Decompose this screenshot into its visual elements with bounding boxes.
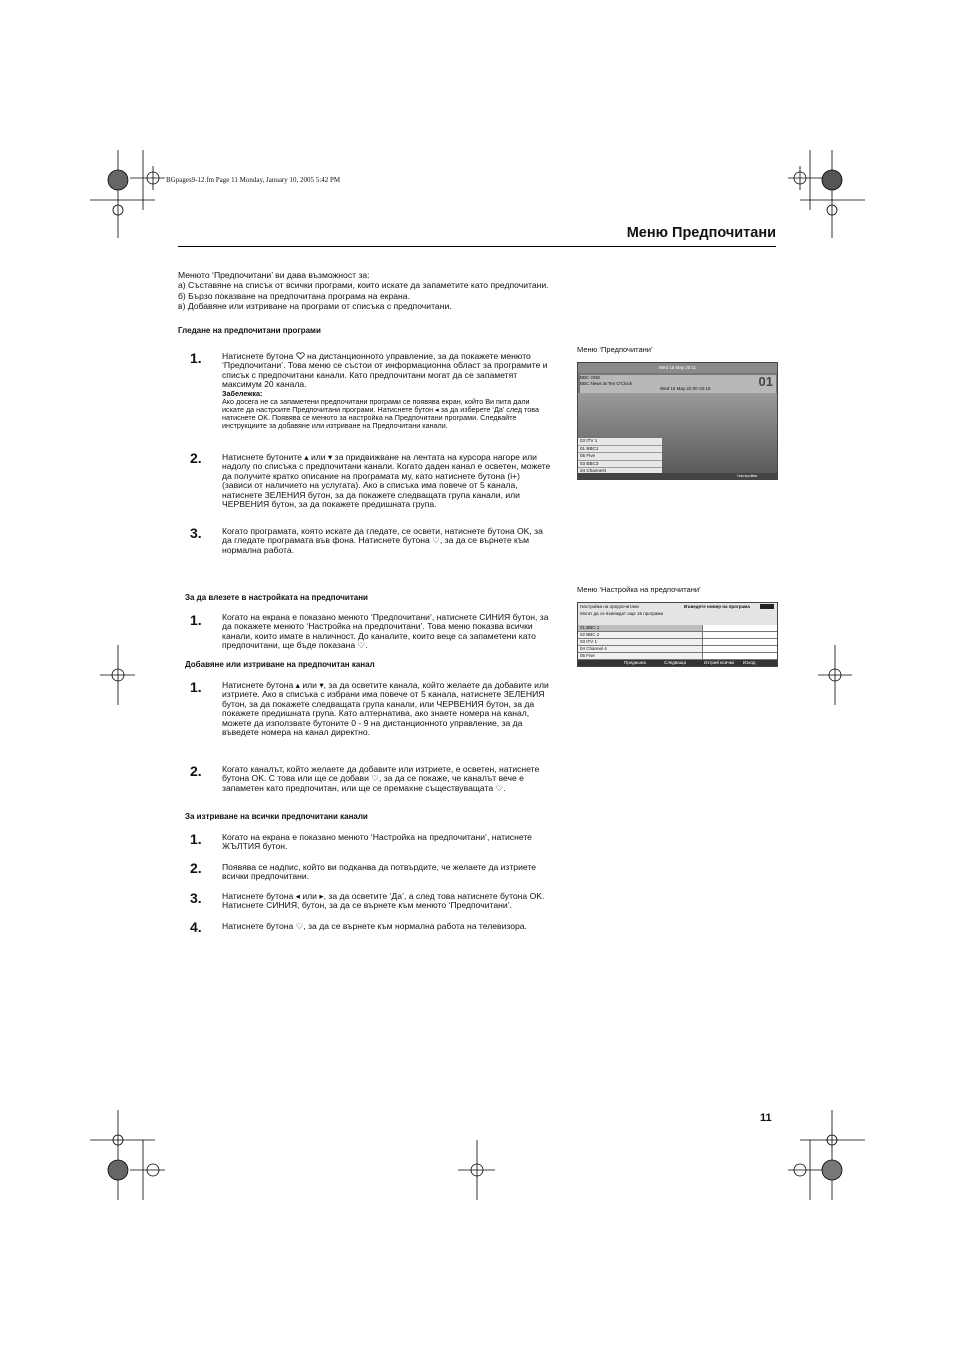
step-text xyxy=(222,863,552,882)
step-number: 1. xyxy=(190,679,202,695)
step-text xyxy=(222,892,557,911)
setup-subtitle: Могат да се въвеждат още 15 програми xyxy=(580,611,663,616)
step-text-content: Когато програмата, която искате да гледате, се освети, натиснете бутона OK, за да гледате програмата във фона. Натиснете бутона ♡, за да се върнете към нормална работа. xyxy=(222,526,543,555)
setup-title: Настройка на предпочитани xyxy=(580,604,639,609)
list-item: 03 ITV 1 xyxy=(578,438,662,446)
row-label: 03 ITV 1 xyxy=(580,639,598,644)
file-info: BGpages9-12.fm Page 11 Monday, January 10, 2005 5:42 PM xyxy=(166,176,341,184)
section-heading: За да влезете в настройката на предпочитани xyxy=(185,593,368,602)
intro-line: б) Бързо показване на предпочитана програма на екрана. xyxy=(178,290,410,301)
page-number: 11 xyxy=(760,1112,772,1124)
info-time: Wed 15 May 22:00-22:15 xyxy=(660,386,711,392)
step-text xyxy=(222,922,552,931)
bottom-label: Следваща xyxy=(664,660,686,665)
step-number: 2. xyxy=(190,450,202,466)
step-number: 3. xyxy=(190,890,202,906)
program-info xyxy=(580,375,776,393)
bottom-label: Изтрий всички xyxy=(704,660,735,665)
table-row xyxy=(578,646,777,653)
step-text-content: Натиснете бутона ♡, за да се върнете към нормална работа на телевизора. xyxy=(222,921,527,931)
step-text-content: Когато на екрана е показано менюто ‘Предпочитани’, натиснете СИНИЯ бутон, за да покажете менюто ‘Настройка на предпочитани’. Това меню показва всички канали, които имате в наличност. До каналите, които веце са запаметени като предпочитани, ще бъде показана ♡. xyxy=(222,612,549,651)
step-text-content: Натиснете бутона ▴ или ▾, за да осветите канала, който желаете да добавите или изтриете. Ако в списъка с избрани има повече от 5 канала, натиснете ЗЕЛЕНИЯ бутон, за да покажете следващата група канали, или ЧЕРВЕНИЯ бутон, за да покажете предишната група. Като алтернатива, ако знаете номера на канал, можете да използвате бутоните 0 - 9 на дистанционното управление, за да въведете номера на канал директно. xyxy=(222,680,549,738)
setup-bottom-bar xyxy=(578,660,777,666)
favourites-list xyxy=(578,438,662,473)
section-heading: За изтриване на всички предпочитани канали xyxy=(185,812,368,821)
row-label: 04 Channel 4 xyxy=(580,646,607,651)
info-channel: BBC ONE xyxy=(580,375,601,380)
setup-header xyxy=(578,603,777,625)
step-number: 1. xyxy=(190,612,202,628)
date-bar: Wed 15 May 20:11 xyxy=(578,363,777,373)
list-item: 05 Five xyxy=(578,453,662,461)
figure-caption: Меню ‘Предпочитани’ xyxy=(577,345,653,354)
favourites-setup-screenshot xyxy=(577,602,778,667)
step-text xyxy=(222,765,552,793)
step-text-a: Натиснете бутона xyxy=(222,351,294,361)
step-number: 1. xyxy=(190,350,202,366)
step-text-content: Натиснете бутона ◂ или ▸, за да осветите ‘Да’, а след това натиснете бутона OK. Натиснете СИНИЯ, бутон, за да се върнете към менюто ‘Предпочитани’. xyxy=(222,891,545,911)
step-text-content: Появява се надпис, който ви подканва да потвърдите, че желаете да изтриете всички предпочитани. xyxy=(222,862,536,882)
heart-icon xyxy=(296,352,305,360)
intro-line: а) Съставяне на списък от всички програми, които искате да запаметите като предпочитани. xyxy=(178,280,549,291)
table-row xyxy=(578,639,777,646)
number-entry-box xyxy=(760,604,774,609)
table-row xyxy=(578,632,777,639)
step-text xyxy=(222,681,552,738)
section-heading: Гледане на предпочитани програми xyxy=(178,326,321,335)
step-number: 3. xyxy=(190,525,202,541)
step-text xyxy=(222,833,552,852)
step-text-content: Натиснете бутоните ▴ или ▾ за придвижване на лентата на курсора нагоре или надолу по списъка с предпочитани канали. Когато даден канал е осветен, можете да получите кратко описание на програмата му, като натиснете бутона (i+) (зависи от наличието на услугата). Ако в списъка има повече от 5 канала, натиснете ЗЕЛЕНИЯ бутон, за да покажете следващата група канали, или ЧЕРВЕНИЯ бутон, за да покажете предишната група. xyxy=(222,452,551,510)
step-number: 2. xyxy=(190,763,202,779)
intro-block xyxy=(178,271,558,313)
row-label: 05 Five xyxy=(580,653,595,658)
list-item: 03 BBC3 xyxy=(578,461,662,469)
title-rule xyxy=(178,246,776,247)
step-text xyxy=(222,613,552,651)
table-row xyxy=(578,625,777,632)
intro-line: в) Добавяне или изтриване на програми от списъка с предпочитани. xyxy=(178,301,452,312)
intro-line: Менюто ‘Предпочитани’ ви дава възможност за: xyxy=(178,270,370,280)
setup-label: Настройка xyxy=(737,473,757,478)
bottom-label: Предишна xyxy=(624,660,646,665)
step-text-content: Когато каналът, който желаете да добавите или изтриете, е осветен, натиснете бутона OK. С това или ще се добави ♡, за да се покаже, че каналът вече е запаметен като предпочитан, или ще се премахне съществуващата ♡. xyxy=(222,764,540,793)
step-number: 2. xyxy=(190,860,202,876)
step-text-b: на дистанционното управление, за да покажете менюто ‘Предпочитани’. Това меню се състои от информационна област за програмите и списък с предпочитани канали. Като предпочитани могат да се запаметят максимум 20 канала. xyxy=(222,351,548,390)
setup-rows xyxy=(578,625,777,660)
row-label: 01 BBC 1 xyxy=(580,625,600,630)
note-text: Ако досега не са запаметени предпочитани програми се появява екран, който Ви пита дали искате да настроите Предпочитани програми. Натиснете бутон ◂ за да изберете ‘Да’ след това натиснете OK. Появява се менюто за настройка на Предпочитани програми. Следвайте инструкциите за добавяне или изтриване на Предпочитани канали. xyxy=(222,396,539,430)
row-label: 02 BBC 2 xyxy=(580,632,600,637)
setup-prompt: Въведете номер на програма xyxy=(684,604,750,609)
page-title: Меню Предпочитани xyxy=(626,225,776,241)
favourites-menu-screenshot xyxy=(577,362,778,480)
table-row xyxy=(578,653,777,660)
step-text-content: Когато на екрана е показано менюто ‘Настройка на предпочитани’, натиснете ЖЪЛТИЯ бутон. xyxy=(222,832,532,852)
bottom-bar xyxy=(578,473,777,479)
step-number: 4. xyxy=(190,919,202,935)
note-label: Забележка: xyxy=(222,388,263,398)
step-text xyxy=(222,527,552,555)
list-item: 01 BBC1 xyxy=(578,446,662,454)
list-item: 24 Channel4 xyxy=(578,468,662,476)
figure-caption: Меню ‘Настройка на предпочитани’ xyxy=(577,585,701,594)
info-program: BBC News at Ten O'Clock xyxy=(580,380,633,386)
section-heading: Добавяне или изтриване на предпочитан канал xyxy=(185,660,375,669)
step-text xyxy=(222,352,552,429)
step-number: 1. xyxy=(190,831,202,847)
channel-number: 01 xyxy=(758,374,773,389)
step-text xyxy=(222,453,552,510)
bottom-label: Изход xyxy=(743,660,756,665)
